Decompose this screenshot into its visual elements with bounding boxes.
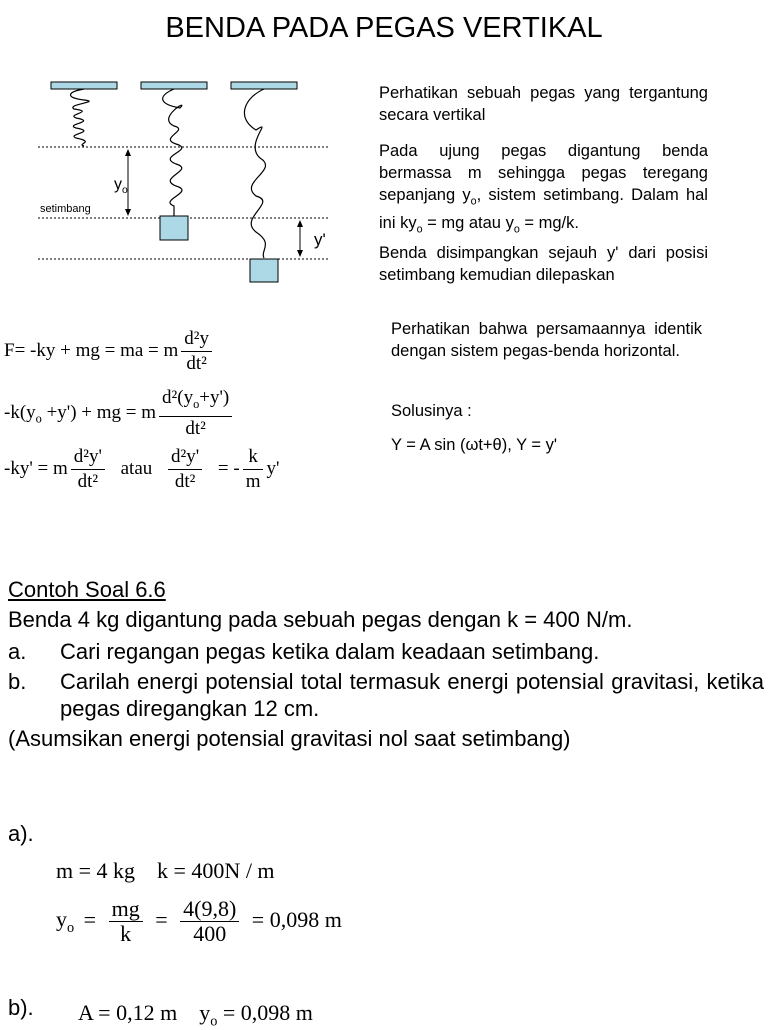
label-yprime: y' (314, 230, 326, 249)
spring-diagram (30, 78, 350, 288)
example-heading: Contoh Soal 6.6 (8, 577, 166, 602)
ceiling-1 (51, 82, 117, 89)
intro-paragraph-2: Pada ujung pegas digantung benda bermassa m sehingga pegas teregang sepanjang $y_o$, sistem setimbang. Dalam hal ini $ky_o$ = mg atau $y_o = mg/k$. (379, 142, 708, 236)
equation-1: F= -ky + mg = ma = m $\frac{\text{d²y}}{\text{dt²}}$ (4, 328, 215, 375)
spring-unstretched (71, 89, 90, 146)
mass-displaced (250, 259, 278, 282)
example-item-b: b. Carilah energi potensial total termasuk energi potensial gravitasi, ketika pegas diregangkan 12 cm. (8, 669, 764, 721)
solution-a-yo: $y_o$ = $\frac{mg}{k}$ = $\frac{4(9,8)}{400}$ = 0,098 m (56, 896, 342, 946)
solution-a-line1: m = 4 kg k = 400N / m (56, 858, 275, 883)
example-assumption: (Asumsikan energi potensial gravitasi nol saat setimbang) (8, 726, 571, 751)
solution-b-label: b). (8, 995, 34, 1020)
example-statement: Benda 4 kg digantung pada sebuah pegas dengan k = 400 N/m. (8, 607, 633, 632)
equation-2: $-k(y_o +y')$ + mg = m $\frac{d^2(y_o+y')}{\text{dt²}}$ (4, 387, 235, 440)
equation-3: -ky' = m $\frac{\text{d²y'}}{\text{dt²}}$ atau $\frac{\text{d²y'}}{\text{dt²}}$ = - $\frac{k}{m}$ y' (4, 446, 280, 492)
intro-paragraph-3: Benda disimpangkan sejauh y' dari posisi setimbang kemudian dilepaskan (379, 244, 708, 284)
solution-b-line: A = 0,12 m $y_o = 0,098$ m (78, 1000, 313, 1030)
note-paragraph-1: Perhatikan bahwa persamaannya identik dengan sistem pegas-benda horizontal. (391, 320, 702, 360)
page-title: BENDA PADA PEGAS VERTIKAL (165, 12, 603, 44)
label-setimbang: setimbang (40, 203, 91, 215)
label-yo: $y_o$ (114, 176, 128, 197)
intro-paragraph-1: Perhatikan sebuah pegas yang tergantung secara vertikal (379, 84, 708, 124)
ceiling-2 (141, 82, 207, 89)
spring-displaced (244, 89, 265, 258)
solution-a-label: a). (8, 821, 34, 846)
mass-equilibrium (160, 216, 188, 240)
note-paragraph-3: Y = A sin (ωt+θ), Y = y' (391, 436, 558, 454)
spring-equilibrium (163, 89, 182, 216)
note-paragraph-2: Solusinya : (391, 402, 472, 420)
ceiling-3 (231, 82, 297, 89)
example-item-a: a. Cari regangan pegas ketika dalam keadaan setimbang. (8, 639, 600, 664)
